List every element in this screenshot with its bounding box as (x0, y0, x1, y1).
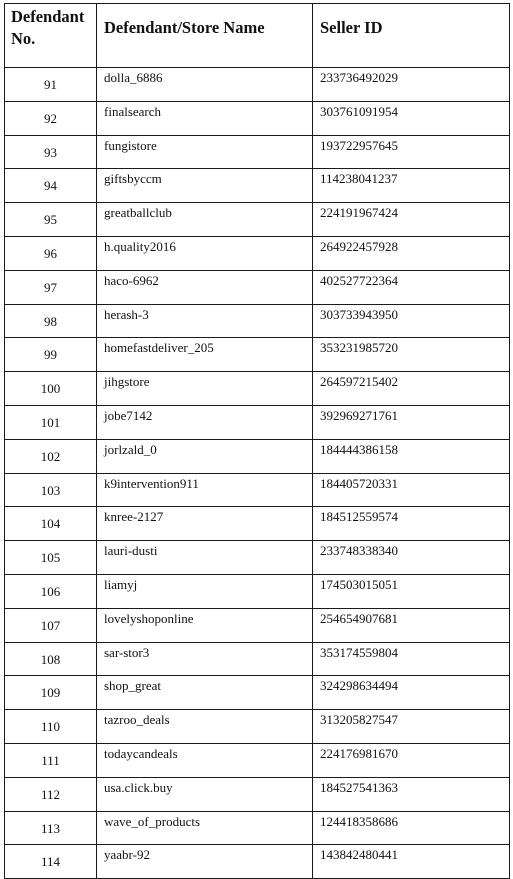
table-row (5, 608, 510, 642)
store-name-cell: lauri-dusti (97, 541, 313, 575)
seller-id-cell: 264922457928 (313, 236, 510, 270)
seller-id-cell: 324298634494 (313, 676, 510, 710)
store-name-cell: sar-stor3 (97, 642, 313, 676)
table-row (5, 777, 510, 811)
defendant-number-cell: 105 (5, 541, 97, 575)
store-name-cell: h.quality2016 (97, 236, 313, 270)
table-row (5, 507, 510, 541)
store-name-cell: haco-6962 (97, 270, 313, 304)
store-name-cell: dolla_6886 (97, 68, 313, 102)
seller-id-cell: 353174559804 (313, 642, 510, 676)
store-name-cell: jobe7142 (97, 405, 313, 439)
defendant-number-cell: 113 (5, 811, 97, 845)
defendant-number-cell: 95 (5, 203, 97, 237)
header-store-name: Defendant/Store Name (97, 4, 313, 68)
defendant-number-cell: 110 (5, 710, 97, 744)
store-name-cell: yaabr-92 (97, 845, 313, 879)
seller-id-cell: 184512559574 (313, 507, 510, 541)
defendant-number-cell: 97 (5, 270, 97, 304)
table-row (5, 405, 510, 439)
table-row (5, 439, 510, 473)
table-body (5, 68, 510, 879)
store-name-cell: tazroo_deals (97, 710, 313, 744)
defendant-number-cell: 101 (5, 405, 97, 439)
table-row (5, 203, 510, 237)
seller-id-cell: 392969271761 (313, 405, 510, 439)
defendant-number-cell: 99 (5, 338, 97, 372)
table-header-row (5, 4, 510, 68)
table-row (5, 372, 510, 406)
table-row (5, 676, 510, 710)
seller-id-cell: 224176981670 (313, 743, 510, 777)
table-row (5, 845, 510, 879)
seller-id-cell: 124418358686 (313, 811, 510, 845)
table-row (5, 304, 510, 338)
table-row (5, 338, 510, 372)
seller-id-cell: 233748338340 (313, 541, 510, 575)
table-row (5, 101, 510, 135)
table-row (5, 574, 510, 608)
table-row (5, 135, 510, 169)
seller-id-cell: 233736492029 (313, 68, 510, 102)
store-name-cell: shop_great (97, 676, 313, 710)
seller-id-cell: 254654907681 (313, 608, 510, 642)
defendant-number-cell: 108 (5, 642, 97, 676)
defendant-number-cell: 91 (5, 68, 97, 102)
store-name-cell: jihgstore (97, 372, 313, 406)
defendant-number-cell: 107 (5, 608, 97, 642)
table-row (5, 270, 510, 304)
seller-id-cell: 402527722364 (313, 270, 510, 304)
store-name-cell: jorlzald_0 (97, 439, 313, 473)
seller-id-cell: 184444386158 (313, 439, 510, 473)
store-name-cell: homefastdeliver_205 (97, 338, 313, 372)
defendant-number-cell: 93 (5, 135, 97, 169)
defendant-table-container (4, 3, 509, 879)
header-defendant-no: Defendant No. (5, 4, 97, 68)
table-row (5, 236, 510, 270)
table-row (5, 473, 510, 507)
store-name-cell: wave_of_products (97, 811, 313, 845)
table-row (5, 710, 510, 744)
defendant-number-cell: 106 (5, 574, 97, 608)
store-name-cell: finalsearch (97, 101, 313, 135)
store-name-cell: greatballclub (97, 203, 313, 237)
defendant-number-cell: 109 (5, 676, 97, 710)
seller-id-cell: 184405720331 (313, 473, 510, 507)
table-row (5, 169, 510, 203)
store-name-cell: giftsbyccm (97, 169, 313, 203)
seller-id-cell: 184527541363 (313, 777, 510, 811)
defendant-number-cell: 96 (5, 236, 97, 270)
defendant-number-cell: 98 (5, 304, 97, 338)
seller-id-cell: 143842480441 (313, 845, 510, 879)
header-seller-id: Seller ID (313, 4, 510, 68)
defendant-number-cell: 100 (5, 372, 97, 406)
seller-id-cell: 114238041237 (313, 169, 510, 203)
defendant-number-cell: 111 (5, 743, 97, 777)
table-row (5, 743, 510, 777)
store-name-cell: todaycandeals (97, 743, 313, 777)
defendant-number-cell: 112 (5, 777, 97, 811)
table-row (5, 541, 510, 575)
store-name-cell: k9intervention911 (97, 473, 313, 507)
seller-id-cell: 313205827547 (313, 710, 510, 744)
seller-id-cell: 174503015051 (313, 574, 510, 608)
store-name-cell: fungistore (97, 135, 313, 169)
defendant-number-cell: 104 (5, 507, 97, 541)
table-row (5, 642, 510, 676)
defendant-number-cell: 102 (5, 439, 97, 473)
store-name-cell: usa.click.buy (97, 777, 313, 811)
seller-id-cell: 264597215402 (313, 372, 510, 406)
table-row (5, 68, 510, 102)
seller-id-cell: 303761091954 (313, 101, 510, 135)
seller-id-cell: 193722957645 (313, 135, 510, 169)
seller-id-cell: 303733943950 (313, 304, 510, 338)
defendant-number-cell: 114 (5, 845, 97, 879)
seller-id-cell: 224191967424 (313, 203, 510, 237)
store-name-cell: liamyj (97, 574, 313, 608)
store-name-cell: herash-3 (97, 304, 313, 338)
store-name-cell: knree-2127 (97, 507, 313, 541)
table-row (5, 811, 510, 845)
seller-id-cell: 353231985720 (313, 338, 510, 372)
defendant-number-cell: 94 (5, 169, 97, 203)
defendant-number-cell: 92 (5, 101, 97, 135)
defendant-table (4, 3, 510, 879)
defendant-number-cell: 103 (5, 473, 97, 507)
store-name-cell: lovelyshoponline (97, 608, 313, 642)
